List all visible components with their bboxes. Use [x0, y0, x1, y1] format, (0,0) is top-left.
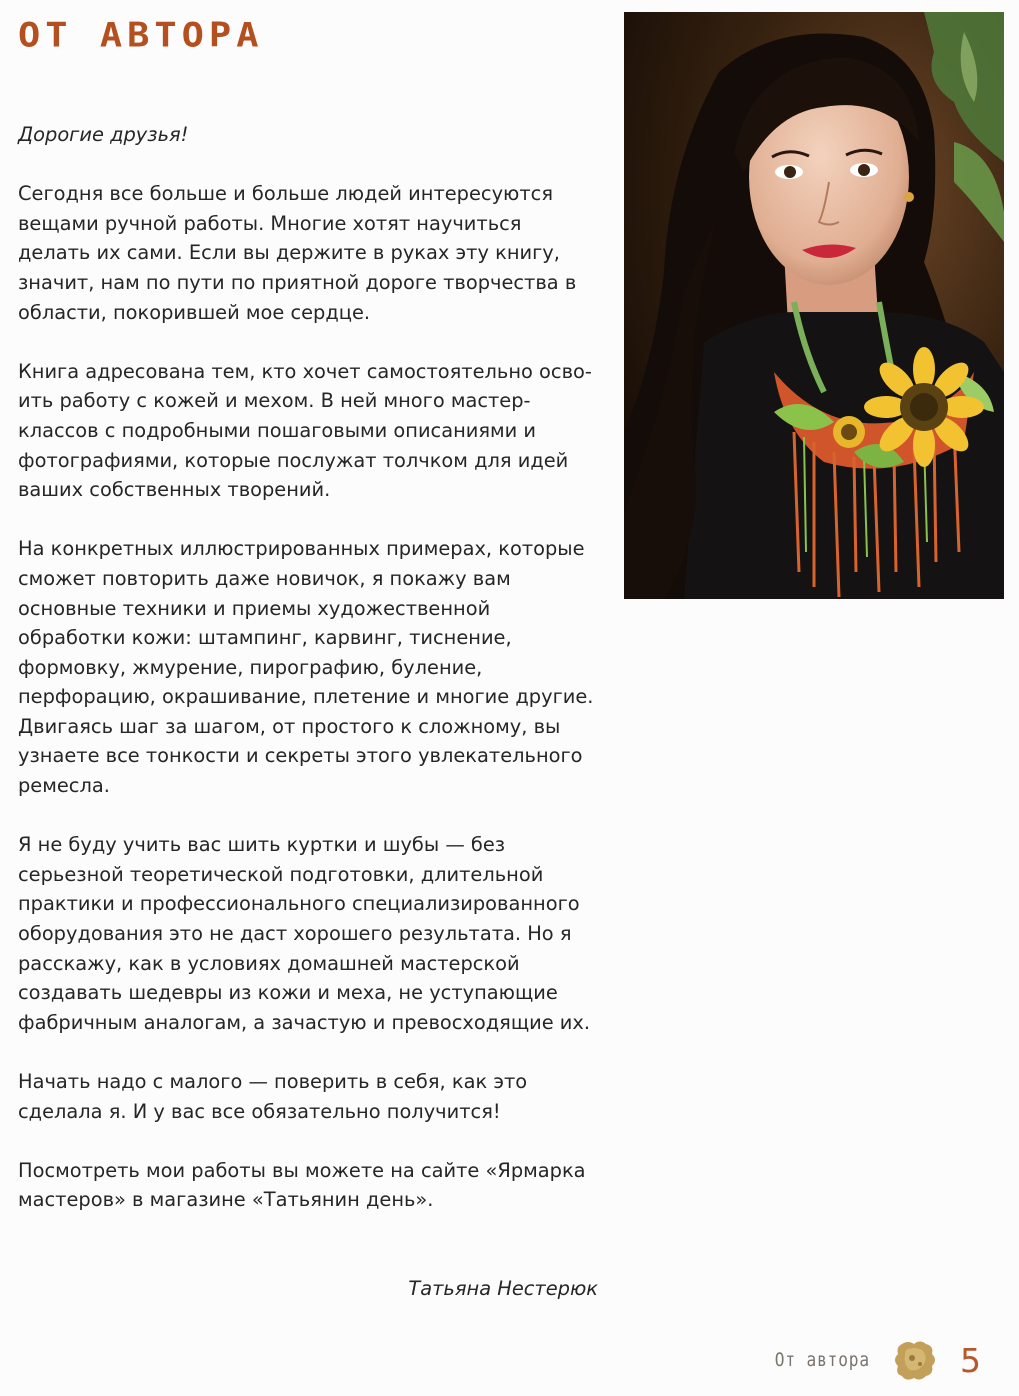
article-body	[18, 120, 598, 1333]
page-number: 5	[960, 1340, 981, 1380]
footer-section-title: От автора	[774, 1349, 870, 1371]
author-portrait	[624, 12, 1004, 599]
author-signature: Татьяна Нестерюк	[408, 1276, 598, 1300]
paragraph: Посмотреть мои работы вы можете на сайте «Ярмарка мастеров» в магазине «Татьянин день».	[18, 1158, 586, 1212]
leather-piece-icon	[892, 1338, 938, 1382]
author-portrait-illustration	[624, 12, 1004, 599]
paragraph: На конкретных иллюстрированных примерах, которые сможет повторить даже новичок, я покажу вам основные техники и приемы художественной обработки кожи: штампинг, карвинг, тиснение, формовку, жмурение, пирографию, буление, перфорацию, окрашивание, плетение и многие другие. Двигаясь шаг за шагом, от простого к сложному, вы узнаете все тонкости и секреты этого увлекательного ремесла.	[18, 537, 594, 798]
page-title: ОТ АВТОРА	[18, 15, 264, 55]
paragraph: Я не буду учить вас шить куртки и шубы — без серьезной теоретической подготовки, длительной практики и профессионального специализированного оборудования это не даст хорошего результата. Но я расскажу, как в условиях домашней мастерской создавать шедевры из кожи и меха, не уступающие фабричным аналогам, а зачастую и превосходящие их.	[18, 833, 591, 1034]
paragraph: Начать надо с малого — поверить в себя, как это сделала я. И у вас все обязательно получится!	[18, 1070, 528, 1123]
page-footer	[758, 1338, 981, 1382]
paragraph: Сегодня все больше и больше людей интересуются вещами ручной работы. Многие хотят научиться делать их сами. Если вы держите в руках эту книгу, значит, нам по пути по приятной дороге творчества в области, покорившей мое сердце.	[18, 182, 577, 324]
paragraph: Книга адресована тем, кто хочет самостоятельно освоить работу с кожей и мехом. В ней много мастер-классов с подробными пошаговыми описаниями и фотографиями, которые послужат толчком для идей ваших собственных творений.	[18, 359, 592, 502]
greeting: Дорогие друзья!	[18, 123, 189, 146]
